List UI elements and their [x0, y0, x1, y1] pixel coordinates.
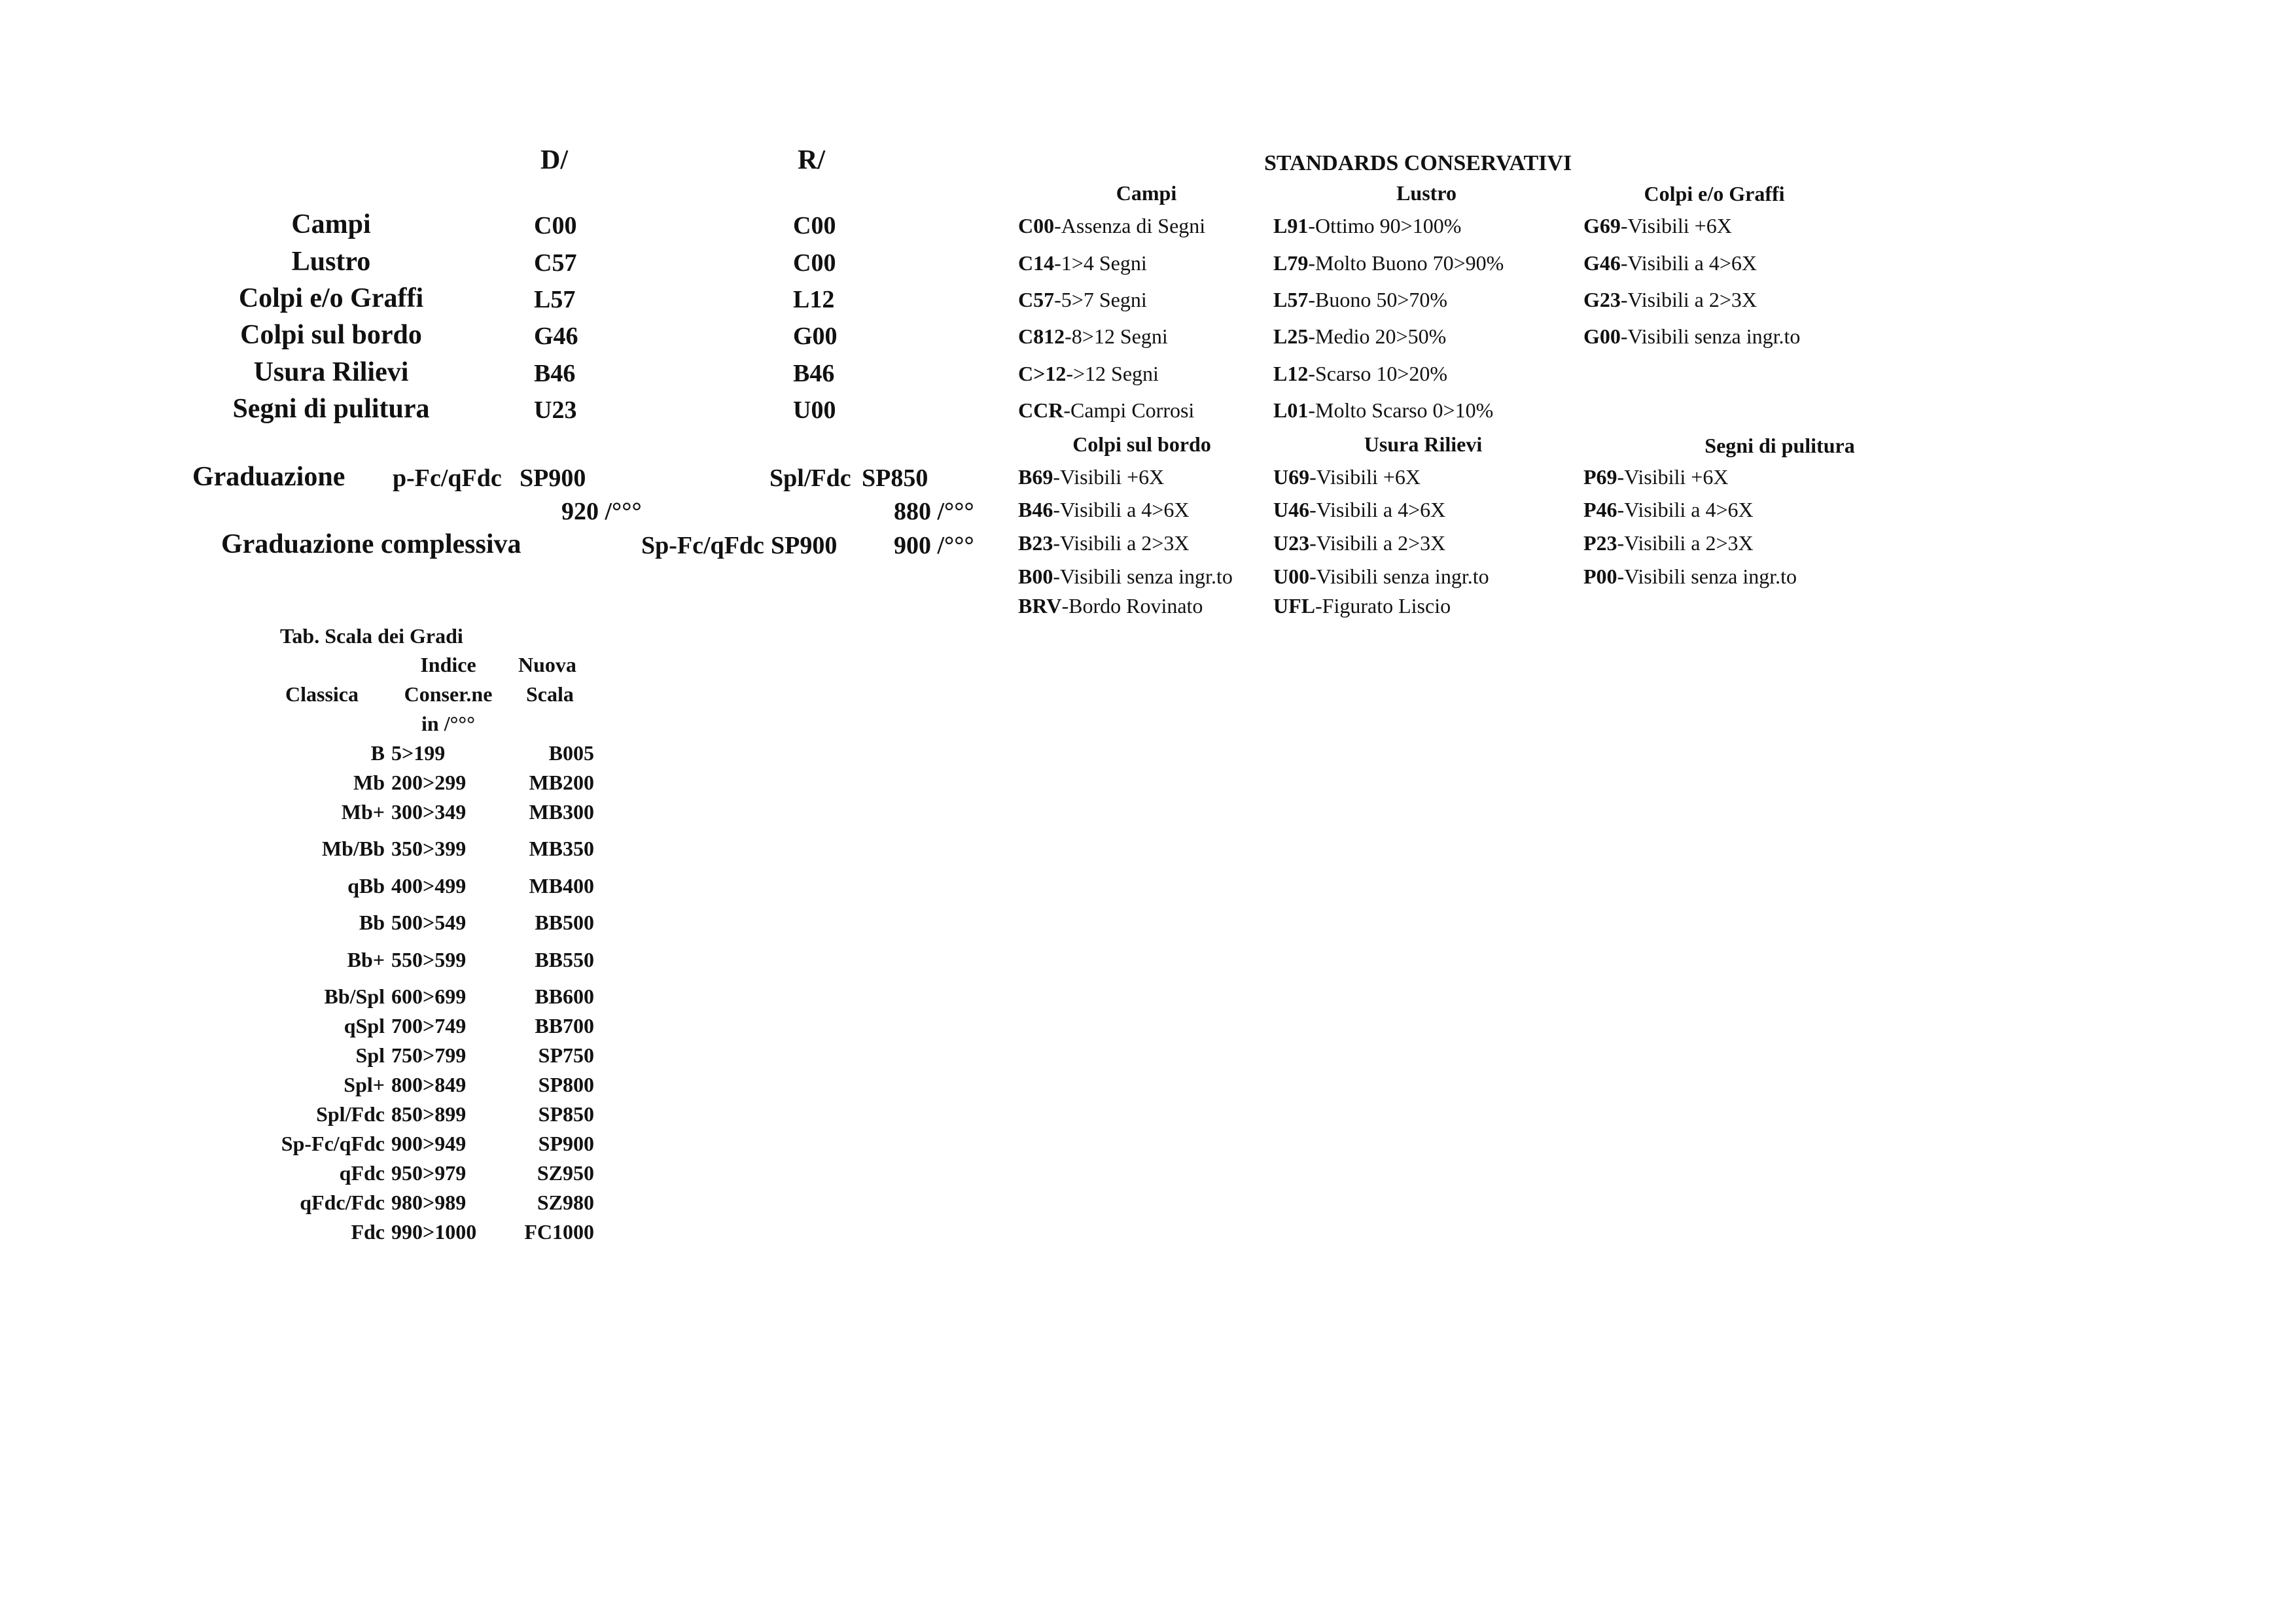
row-r-campi: C00	[793, 212, 836, 239]
cell-indice: 750>799	[391, 1043, 467, 1067]
obverse-grade-code: SP900	[520, 464, 586, 492]
row-d-graffi: L57	[534, 286, 576, 313]
cell-nuova: BB550	[535, 948, 594, 971]
cell-nuova: SP900	[538, 1132, 594, 1155]
cell-indice: 500>549	[391, 911, 467, 934]
row-label-pulitura: Segni di pulitura	[232, 394, 430, 424]
std-pulitura-item: P00-Visibili senza ingr.to	[1583, 565, 1797, 588]
header-indice: Conser.ne	[404, 682, 493, 706]
header-indice: in /°°°	[421, 712, 475, 735]
std-graffi-item: G23-Visibili a 2>3X	[1583, 288, 1757, 311]
std-rilievi-item: U69-Visibili +6X	[1273, 465, 1421, 489]
std-graffi-item: G46-Visibili a 4>6X	[1583, 251, 1757, 275]
cell-indice: 350>399	[391, 837, 467, 860]
row-d-lustro: C57	[534, 249, 577, 277]
std-lustro-item: L57-Buono 50>70%	[1273, 288, 1448, 311]
cell-classica: qBb	[347, 874, 385, 898]
cell-classica: Mb/Bb	[321, 837, 385, 860]
obverse-index: 920 /°°°	[561, 498, 642, 525]
cell-indice: 900>949	[391, 1132, 467, 1155]
header-classica: Classica	[285, 682, 359, 706]
cell-classica: Bb+	[347, 948, 385, 971]
std-lustro-item: L79-Molto Buono 70>90%	[1273, 251, 1504, 275]
col-header-reverse: R/	[798, 145, 825, 175]
cell-nuova: MB300	[529, 800, 594, 824]
std-bordo-item: B23-Visibili a 2>3X	[1018, 531, 1190, 555]
cell-nuova: SZ950	[537, 1161, 594, 1185]
std-campi-item: C812-8>12 Segni	[1018, 324, 1168, 348]
row-r-rilievi: B46	[793, 360, 835, 387]
cell-classica: qSpl	[344, 1014, 385, 1038]
header-nuova: Nuova	[518, 653, 576, 676]
heading-bordo: Colpi sul bordo	[1072, 432, 1211, 456]
std-bordo-item: BRV-Bordo Rovinato	[1018, 594, 1203, 618]
row-r-pulitura: U00	[793, 396, 836, 424]
cell-indice: 200>299	[391, 771, 467, 794]
standards-title: STANDARDS CONSERVATIVI	[1264, 151, 1572, 175]
cell-indice: 990>1000	[391, 1220, 477, 1244]
complessiva-label: Graduazione complessiva	[221, 529, 521, 559]
row-d-campi: C00	[534, 212, 577, 239]
cell-nuova: MB200	[529, 771, 594, 794]
row-label-campi: Campi	[291, 209, 371, 239]
std-pulitura-item: P69-Visibili +6X	[1583, 465, 1729, 489]
row-label-graffi: Colpi e/o Graffi	[238, 283, 424, 313]
cell-nuova: MB400	[529, 874, 594, 898]
std-campi-item: C57-5>7 Segni	[1018, 288, 1147, 311]
std-rilievi-item: U23-Visibili a 2>3X	[1273, 531, 1446, 555]
row-r-graffi: L12	[793, 286, 835, 313]
std-pulitura-item: P23-Visibili a 2>3X	[1583, 531, 1754, 555]
reverse-grade-code: SP850	[862, 464, 928, 492]
cell-indice: 800>849	[391, 1073, 467, 1096]
heading-pulitura: Segni di pulitura	[1704, 434, 1855, 457]
reverse-grade-class: Spl/Fdc	[769, 464, 851, 492]
std-rilievi-item: UFL-Figurato Liscio	[1273, 594, 1451, 618]
heading-lustro: Lustro	[1396, 181, 1457, 205]
complessiva-code: SP900	[771, 532, 838, 559]
std-rilievi-item: U46-Visibili a 4>6X	[1273, 498, 1446, 521]
row-label-lustro: Lustro	[291, 247, 371, 277]
cell-indice: 850>899	[391, 1102, 467, 1126]
obverse-grade-class: p-Fc/qFdc	[393, 464, 502, 492]
cell-nuova: MB350	[529, 837, 594, 860]
cell-classica: qFdc/Fdc	[300, 1191, 385, 1214]
cell-indice: 400>499	[391, 874, 467, 898]
cell-nuova: SZ980	[537, 1191, 594, 1214]
header-nuova: Scala	[526, 682, 574, 706]
heading-rilievi: Usura Rilievi	[1364, 432, 1483, 456]
cell-nuova: BB700	[535, 1014, 594, 1038]
heading-graffi: Colpi e/o Graffi	[1644, 182, 1785, 205]
cell-nuova: B005	[548, 741, 594, 765]
row-d-bordo: G46	[534, 323, 578, 350]
cell-classica: Bb	[359, 911, 385, 934]
row-d-rilievi: B46	[534, 360, 576, 387]
header-indice: Indice	[420, 653, 476, 676]
cell-nuova: BB600	[535, 985, 594, 1008]
cell-indice: 700>749	[391, 1014, 467, 1038]
cell-classica: Fdc	[351, 1220, 385, 1244]
cell-indice: 550>599	[391, 948, 467, 971]
cell-nuova: BB500	[535, 911, 594, 934]
cell-nuova: SP850	[538, 1102, 594, 1126]
std-campi-item: C14-1>4 Segni	[1018, 251, 1147, 275]
complessiva-index: 900 /°°°	[894, 532, 974, 559]
std-campi-item: CCR-Campi Corrosi	[1018, 398, 1195, 422]
std-bordo-item: B00-Visibili senza ingr.to	[1018, 565, 1233, 588]
std-bordo-item: B46-Visibili a 4>6X	[1018, 498, 1190, 521]
std-rilievi-item: U00-Visibili senza ingr.to	[1273, 565, 1489, 588]
cell-classica: Spl+	[344, 1073, 385, 1096]
complessiva-class: Sp-Fc/qFdc	[641, 532, 764, 559]
row-label-bordo: Colpi sul bordo	[240, 320, 422, 350]
col-header-obverse: D/	[540, 145, 568, 175]
heading-campi: Campi	[1116, 181, 1177, 205]
row-r-bordo: G00	[793, 323, 838, 350]
std-campi-item: C>12->12 Segni	[1018, 362, 1159, 385]
cell-nuova: SP750	[538, 1043, 594, 1067]
std-campi-item: C00-Assenza di Segni	[1018, 214, 1206, 237]
std-lustro-item: L25-Medio 20>50%	[1273, 324, 1447, 348]
row-label-rilievi: Usura Rilievi	[253, 357, 409, 387]
cell-classica: Sp-Fc/qFdc	[281, 1132, 385, 1155]
cell-classica: Mb+	[341, 800, 385, 824]
cell-indice: 980>989	[391, 1191, 467, 1214]
scale-table-title: Tab. Scala dei Gradi	[280, 624, 463, 648]
std-lustro-item: L12-Scarso 10>20%	[1273, 362, 1448, 385]
std-lustro-item: L01-Molto Scarso 0>10%	[1273, 398, 1494, 422]
graduazione-label: Graduazione	[192, 462, 345, 492]
cell-nuova: FC1000	[524, 1220, 594, 1244]
cell-indice: 5>199	[391, 741, 446, 765]
std-graffi-item: G00-Visibili senza ingr.to	[1583, 324, 1801, 348]
cell-classica: Spl/Fdc	[316, 1102, 385, 1126]
cell-indice: 950>979	[391, 1161, 467, 1185]
std-bordo-item: B69-Visibili +6X	[1018, 465, 1165, 489]
row-r-lustro: C00	[793, 249, 836, 277]
std-graffi-item: G69-Visibili +6X	[1583, 214, 1732, 237]
cell-indice: 300>349	[391, 800, 467, 824]
cell-classica: Spl	[355, 1043, 385, 1067]
std-pulitura-item: P46-Visibili a 4>6X	[1583, 498, 1754, 521]
cell-nuova: SP800	[538, 1073, 594, 1096]
cell-classica: Mb	[353, 771, 385, 794]
std-lustro-item: L91-Ottimo 90>100%	[1273, 214, 1462, 237]
cell-classica: B	[370, 741, 385, 765]
row-d-pulitura: U23	[534, 396, 577, 424]
reverse-index: 880 /°°°	[894, 498, 974, 525]
cell-classica: qFdc	[339, 1161, 385, 1185]
cell-indice: 600>699	[391, 985, 467, 1008]
cell-classica: Bb/Spl	[324, 985, 385, 1008]
